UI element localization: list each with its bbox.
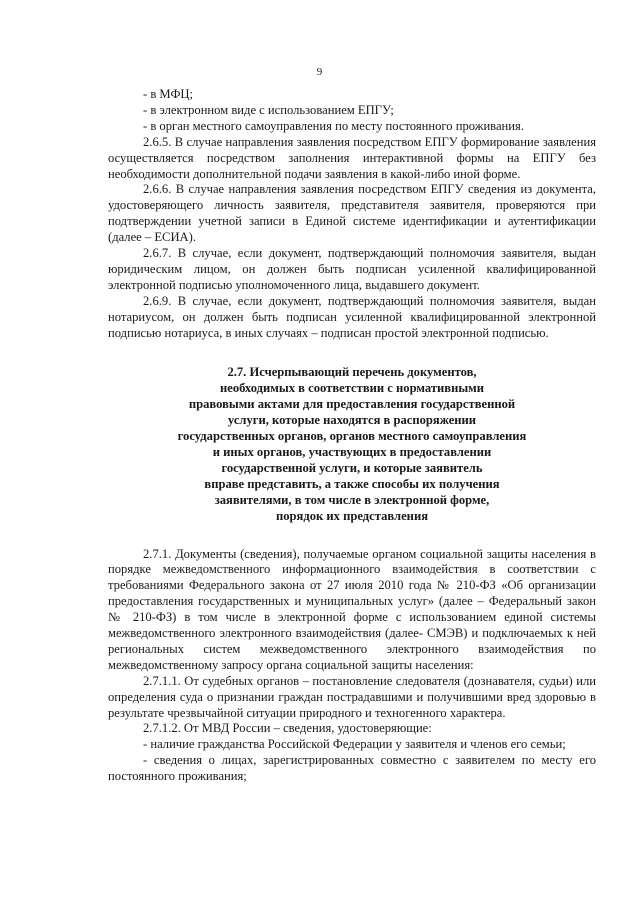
section-heading-2-7	[108, 364, 596, 524]
heading-line: государственных органов, органов местного самоуправления	[177, 428, 527, 443]
list-item-registered-persons: - сведения о лицах, зарегистрированных совместно с заявителем по месту его постоянного проживания;	[108, 753, 596, 784]
page-number: 9	[316, 66, 323, 78]
heading-line: государственной услуги, и которые заявитель	[221, 460, 483, 475]
heading-line: необходимых в соответствии с нормативными	[219, 380, 485, 395]
heading-line: услуги, которые находятся в распоряжении	[227, 412, 477, 427]
heading-line: 2.7. Исчерпывающий перечень документов,	[227, 364, 477, 379]
heading-line: и иных органов, участвующих в предоставлении	[212, 444, 492, 459]
list-item-local-government: - в орган местного самоуправления по месту постоянного проживания.	[143, 118, 524, 133]
heading-line: вправе представить, а также способы их получения	[204, 476, 500, 491]
bottom-section	[108, 547, 596, 786]
list-item-mfc: - в МФЦ;	[143, 87, 194, 101]
paragraph-2-7-1: 2.7.1. Документы (сведения), получаемые органом социальной защиты населения в порядке межведомственного информационного взаимодействия в соответствии с требованиями Федерального закона от 27 июля 2010 года № 210-ФЗ «Об организации предоставления государственных и муниципальных услуг» (далее – Федеральный закон № 210-ФЗ) в том числе в электронной форме с использованием единой системы межведомственного электронного взаимодействия (далее- СМЭВ) и подключаемых к ней региональных систем межведомственного электронного взаимодействия по межведомственному запросу органа социальной защиты населения:	[108, 546, 596, 672]
list-item-epgu: - в электронном виде с использованием ЕПГУ;	[143, 102, 394, 117]
document-body	[108, 87, 596, 785]
heading-line: порядок их представления	[275, 508, 429, 523]
heading-line: правовыми актами для предоставления государственной	[188, 396, 516, 411]
paragraph-2-6-9: 2.6.9. В случае, если документ, подтверждающий полномочия заявителя, выдан нотариусом, он должен быть подписан усиленной квалифицированной электронной подписью нотариуса, в иных случаях – подписан простой электронной подписью.	[108, 293, 596, 340]
paragraph-2-7-1-1: 2.7.1.1. От судебных органов – постановление следователя (дознавателя, судьи) или определения суда о признании граждан пострадавшими и получившими вред здоровью в результате чрезвычайной ситуации природного и техногенного характера.	[108, 673, 596, 720]
paragraph-2-6-5: 2.6.5. В случае направления заявления посредством ЕПГУ формирование заявления осуществляется посредством заполнения интерактивной формы на ЕПГУ без необходимости дополнительной подачи заявления в какой-либо иной форме.	[108, 134, 596, 181]
paragraph-2-6-7: 2.6.7. В случае, если документ, подтверждающий полномочия заявителя, выдан юридическим лицом, он должен быть подписан усиленной квалифицированной электронной подписью уполномоченного лица, выдавшего документ.	[108, 246, 596, 292]
paragraph-2-6-6: 2.6.6. В случае направления заявления посредством ЕПГУ сведения из документа, удостоверяющего личность заявителя, представителя заявителя, проверяются при подтверждении учетной записи в Единой системе идентификации и аутентификации (далее – ЕСИА).	[108, 182, 596, 245]
heading-line: заявителями, в том числе в электронной форме,	[214, 492, 490, 507]
list-item-citizenship: - наличие гражданства Российской Федерации у заявителя и членов его семьи;	[143, 737, 566, 752]
paragraph-2-7-1-2: 2.7.1.2. От МВД России – сведения, удостоверяющие:	[143, 721, 432, 736]
top-section	[108, 87, 596, 342]
